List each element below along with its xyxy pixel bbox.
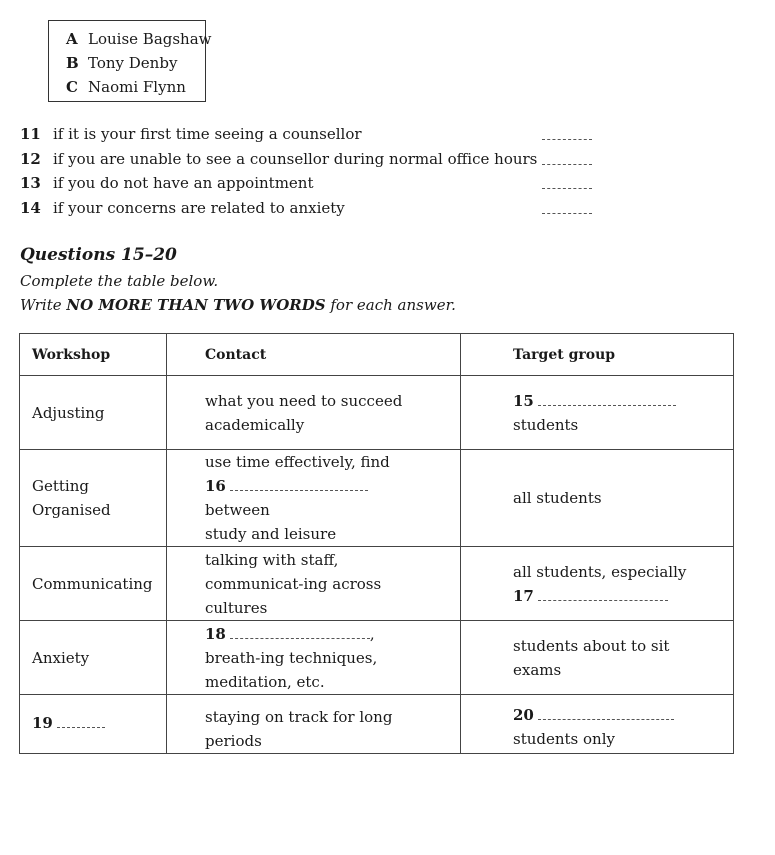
instruction-word-limit bbox=[20, 296, 456, 314]
question-number: 16 bbox=[205, 477, 226, 495]
options-box bbox=[48, 20, 212, 102]
question-number: 19 bbox=[32, 714, 53, 732]
target-text: all students, especially bbox=[513, 562, 687, 581]
question-number: 18 bbox=[205, 624, 226, 643]
header-contact: Contact bbox=[167, 334, 461, 376]
table-row bbox=[20, 547, 734, 621]
answer-blank[interactable] bbox=[542, 164, 592, 165]
contact-cell: talking with staff, communicat-ing across cultures bbox=[167, 547, 461, 621]
section-title: Questions 15–20 bbox=[20, 245, 177, 265]
option-letter: A bbox=[66, 30, 78, 48]
contact-cell: staying on track for long periods bbox=[167, 695, 461, 754]
option-letter: B bbox=[66, 54, 79, 72]
contact-text: study and leisure bbox=[205, 525, 337, 543]
table-row bbox=[20, 376, 734, 450]
answer-blank[interactable] bbox=[542, 213, 592, 214]
contact-text: between bbox=[205, 501, 270, 519]
contact-cell: what you need to succeed academically bbox=[167, 376, 461, 450]
instruction-complete: Complete the table below. bbox=[20, 272, 219, 290]
answer-blank[interactable] bbox=[542, 139, 592, 140]
option-name: Tony Denby bbox=[88, 54, 178, 72]
instruction-limit: NO MORE THAN TWO WORDS bbox=[66, 296, 326, 314]
workshop-cell: Anxiety bbox=[20, 621, 167, 695]
target-cell bbox=[461, 547, 734, 621]
contact-text: use time effectively, find bbox=[205, 453, 390, 471]
question-number: 20 bbox=[513, 706, 534, 724]
question-number: 12 bbox=[20, 149, 41, 168]
question-list bbox=[20, 122, 600, 220]
contact-cell bbox=[167, 450, 461, 547]
answer-blank[interactable] bbox=[230, 490, 368, 491]
question-text: if it is your first time seeing a counsellor bbox=[53, 125, 362, 143]
target-text: students bbox=[513, 415, 579, 434]
option-letter: C bbox=[66, 78, 78, 96]
question-11 bbox=[20, 122, 600, 147]
question-text: if you do not have an appointment bbox=[53, 174, 314, 192]
workshop-cell: Adjusting bbox=[20, 376, 167, 450]
target-cell bbox=[461, 376, 734, 450]
option-a bbox=[66, 27, 212, 51]
answer-blank[interactable] bbox=[230, 638, 370, 639]
option-name: Louise Bagshaw bbox=[88, 30, 212, 48]
table-row bbox=[20, 450, 734, 547]
header-workshop: Workshop bbox=[20, 334, 167, 376]
option-c bbox=[66, 75, 205, 99]
workshop-table bbox=[19, 333, 734, 754]
question-number: 15 bbox=[513, 391, 534, 410]
option-b bbox=[66, 51, 205, 75]
target-cell: students about to sit exams bbox=[461, 621, 734, 695]
table-row bbox=[20, 621, 734, 695]
workshop-cell: Communicating bbox=[20, 547, 167, 621]
instruction-pre: Write bbox=[20, 296, 67, 314]
header-target-group: Target group bbox=[461, 334, 734, 376]
contact-text: , breath-ing techniques, meditation, etc. bbox=[205, 624, 378, 691]
target-cell: all students bbox=[461, 450, 734, 547]
contact-cell bbox=[167, 621, 461, 695]
question-number: 13 bbox=[20, 174, 41, 192]
question-13 bbox=[20, 171, 600, 196]
workshop-cell: Getting Organised bbox=[20, 450, 167, 547]
question-12 bbox=[20, 147, 600, 172]
option-name: Naomi Flynn bbox=[88, 78, 186, 96]
target-text: students only bbox=[513, 730, 615, 748]
target-cell bbox=[461, 695, 734, 754]
answer-blank[interactable] bbox=[57, 727, 105, 728]
answer-blank[interactable] bbox=[542, 188, 592, 189]
table-header-row bbox=[20, 334, 734, 376]
question-14 bbox=[20, 196, 600, 221]
question-text: if your concerns are related to anxiety bbox=[53, 198, 345, 217]
table-row bbox=[20, 695, 734, 754]
instruction-post: for each answer. bbox=[325, 296, 456, 314]
answer-blank[interactable] bbox=[538, 405, 676, 406]
answer-blank[interactable] bbox=[538, 600, 668, 601]
question-number: 17 bbox=[513, 586, 534, 605]
workshop-cell bbox=[20, 695, 167, 754]
question-number: 14 bbox=[20, 198, 41, 217]
question-number: 11 bbox=[20, 125, 41, 143]
question-text: if you are unable to see a counsellor during normal office hours bbox=[53, 149, 538, 168]
answer-blank[interactable] bbox=[538, 719, 674, 720]
